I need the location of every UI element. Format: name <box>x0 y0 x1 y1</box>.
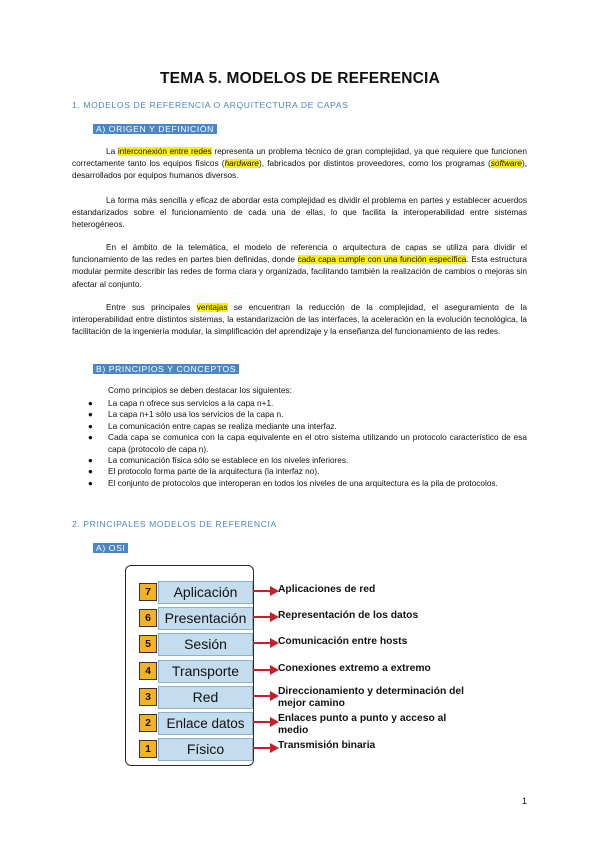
layer-number: 3 <box>139 688 157 706</box>
arrow-right-icon <box>253 638 279 648</box>
bullet-icon: ● <box>88 478 93 488</box>
highlight-interconexion: interconexión entre redes <box>117 147 212 156</box>
osi-layer-4 <box>125 659 470 684</box>
osi-layer-6 <box>125 606 470 631</box>
layer-description: Representación de los datos <box>278 610 419 621</box>
page-number: 1 <box>521 796 527 806</box>
list-item: ● La comunicación física sólo se establece en los niveles inferiores. <box>88 456 349 466</box>
principles-list <box>72 398 527 489</box>
layer-name: Físico <box>158 738 253 761</box>
highlight-software: software <box>490 159 522 169</box>
layer-number: 1 <box>139 740 157 758</box>
layer-number: 7 <box>139 583 157 601</box>
osi-model-figure <box>125 565 470 766</box>
list-item: ● La capa n+1 sólo usa los servicios de la capa n. <box>88 410 284 420</box>
bullet-icon: ● <box>88 467 93 477</box>
layer-description: Enlaces punto a punto y acceso al medio <box>278 713 447 736</box>
paragraph-4: Entre sus principales ventajas se encuentran la reducción de la complejidad, el aseguramiento de la interoperabilidad entre distintos sistemas, la estandarización de las interfaces, la aceleración en la evolución tecnológica, la facilitación de la ingeniería modular, la simplificación del aprendizaje y la enseñanza del funcionamiento de las redes. <box>72 303 527 337</box>
section-2-heading: 2. PRINCIPALES MODELOS DE REFERENCIA <box>72 519 277 529</box>
list-item: ● La comunicación entre capas se realiza mediante una interfaz. <box>88 421 337 431</box>
bullet-icon: ● <box>88 410 93 420</box>
layer-number: 4 <box>139 662 157 680</box>
arrow-right-icon <box>253 586 279 596</box>
subsection-osi-label: A) OSI <box>93 543 128 553</box>
layer-description: Conexiones extremo a extremo <box>278 663 431 674</box>
arrow-right-icon <box>253 665 279 675</box>
subsection-osi-heading <box>93 543 128 553</box>
osi-layer-1 <box>125 737 470 762</box>
highlight-hardware: hardware <box>224 159 259 169</box>
arrow-right-icon <box>253 717 279 727</box>
subsection-a-label: A) ORIGEN Y DEFINICIÓN <box>93 124 217 134</box>
bullet-icon: ● <box>88 421 93 431</box>
arrow-right-icon <box>253 612 279 622</box>
layer-number: 5 <box>139 635 157 653</box>
osi-layer-5 <box>125 632 470 657</box>
layer-description: Aplicaciones de red <box>278 584 376 595</box>
highlight-ventajas: ventajas <box>196 303 228 312</box>
osi-layer-7 <box>125 580 470 605</box>
layer-description: Direccionamiento y determinación del mejor camino <box>278 686 464 709</box>
subsection-a-heading <box>93 124 217 134</box>
subsection-b-heading <box>93 364 239 374</box>
layer-name: Enlace datos <box>158 712 253 735</box>
osi-layer-2 <box>125 711 470 736</box>
osi-layer-3 <box>125 685 470 710</box>
layer-name: Transporte <box>158 660 253 683</box>
arrow-right-icon <box>253 691 279 701</box>
principles-intro: Como principios se deben destacar los siguientes: <box>108 386 292 395</box>
bullet-icon: ● <box>88 433 93 443</box>
bullet-icon: ● <box>88 456 93 466</box>
bullet-icon: ● <box>88 399 93 408</box>
layer-description: Comunicación entre hosts <box>278 636 408 647</box>
paragraph-2: La forma más sencilla y eficaz de abordar esta complejidad es dividir el problema en partes y establecer acuerdos estandarizados sobre el funcionamiento de cada una de ellas, lo que facilita la interoperabilidad entre sistemas heterogéneos. <box>72 196 527 230</box>
paragraph-3: En el ámbito de la telemática, el modelo de referencia o arquitectura de capas se utiliza para dividir el funcionamiento de las redes en partes bien definidas, donde cada capa cumple con una función específica. Esta estructura modular permite describir las redes de forma clara y organizada, facilitando también la realización de cambios o mejoras sin afectar al conjunto. <box>72 243 527 289</box>
list-item: ● La capa n ofrece sus servicios a la capa n+1. <box>88 399 274 408</box>
highlight-cada-capa: cada capa cumple con una función específica <box>297 255 467 265</box>
layer-description: Transmisión binaria <box>278 740 376 751</box>
paragraph-1: La interconexión entre redes representa un problema técnico de gran complejidad, ya que requiere que funcionen correctamente tanto los equipos físicos (hardware), fabricados por distintos proveedores, como los programas (software), desarrollados por equipos humanos diversos. <box>72 147 527 181</box>
layer-name: Sesión <box>158 633 253 656</box>
layer-name: Red <box>158 686 253 709</box>
list-item: ● El conjunto de protocolos que interoperan en todos los niveles de una arquitectura es la pila de protocolos. <box>88 478 498 488</box>
layer-name: Aplicación <box>158 581 253 604</box>
layer-number: 6 <box>139 609 157 627</box>
layer-name: Presentación <box>158 607 253 630</box>
subsection-b-label: B) PRINCIPIOS Y CONCEPTOS <box>93 364 239 374</box>
section-1-heading: 1. MODELOS DE REFERENCIA O ARQUITECTURA DE CAPAS <box>72 100 349 110</box>
list-item: ● Cada capa se comunica con la capa equivalente en el otro sistema utilizando un protocolo característico de esa capa (protocolo de capa n). <box>88 433 527 454</box>
page-title: TEMA 5. MODELOS DE REFERENCIA <box>160 70 440 87</box>
list-item: ● El protocolo forma parte de la arquitectura (la interfaz no). <box>88 467 320 477</box>
arrow-right-icon <box>253 743 279 753</box>
layer-number: 2 <box>139 714 157 732</box>
